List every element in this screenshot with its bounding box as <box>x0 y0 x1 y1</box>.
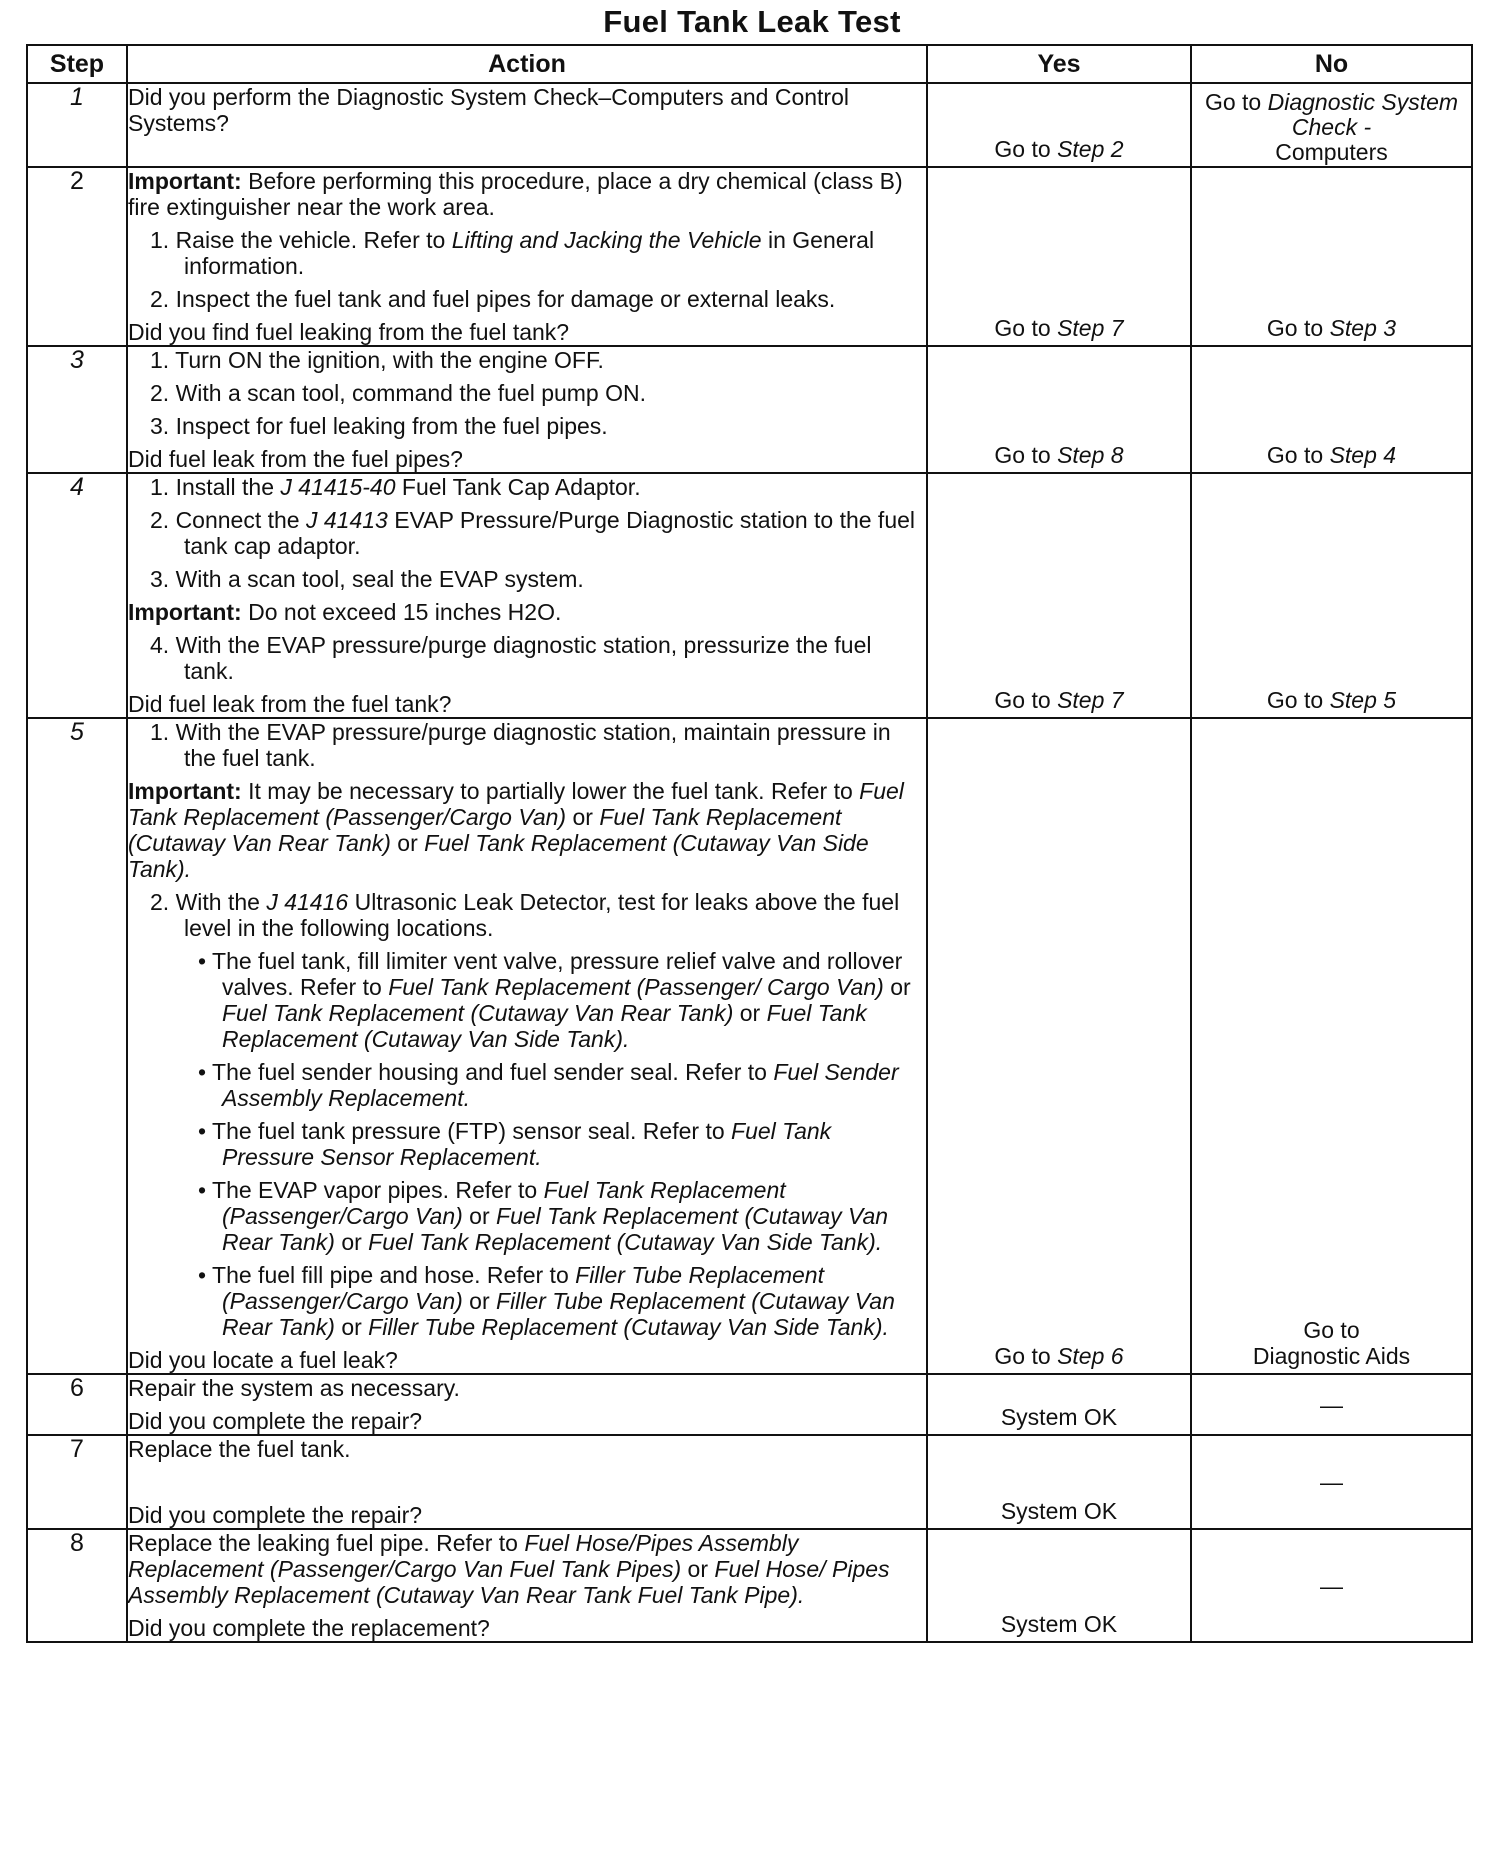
numbered-instruction: 3. With a scan tool, seal the EVAP system. <box>150 566 584 592</box>
yes-cell: Go to Step 7 <box>927 473 1191 718</box>
action-cell <box>127 718 927 1374</box>
no-cell: Go to Diagnostic Aids <box>1191 718 1472 1374</box>
yes-cell <box>927 1529 1191 1642</box>
bullet-item: • The fuel fill pipe and hose. Refer to Filler Tube Replacement (Passenger/Cargo Van) or Filler Tube Replacement (Cutaway Van Rear Tank) or Filler Tube Replacement (Cutaway Van Side Tank). <box>198 1262 895 1340</box>
action-text: Replace the fuel tank. <box>128 1436 351 1462</box>
yes-cell: Go to Step 8 <box>927 346 1191 473</box>
step-reference: Step 7 <box>1057 687 1124 713</box>
action-cell <box>127 1435 927 1529</box>
procedure-reference: Diagnostic System Check - <box>1267 89 1459 140</box>
step-number: 3 <box>27 346 127 473</box>
numbered-instruction: 1. With the EVAP pressure/purge diagnostic station, maintain pressure in the fuel tank. <box>150 719 891 771</box>
question-text: Did you complete the repair? <box>128 1408 423 1434</box>
question-text: Did fuel leak from the fuel pipes? <box>128 446 463 472</box>
yes-cell <box>927 1435 1191 1529</box>
table-row <box>27 473 1472 718</box>
important-note: Important: Before performing this procedure, place a dry chemical (class B) fire extinguisher near the work area. <box>128 168 903 220</box>
bullet-item: • The fuel tank pressure (FTP) sensor seal. Refer to Fuel Tank Pressure Sensor Replacement. <box>198 1118 832 1170</box>
result-text: System OK <box>1000 1611 1118 1637</box>
step-number: 2 <box>27 167 127 346</box>
important-note: Important: Do not exceed 15 inches H2O. <box>128 599 562 625</box>
step-number: 1 <box>27 83 127 167</box>
no-cell: Go to Diagnostic System Check - Computers <box>1191 83 1472 167</box>
yes-cell: Go to Step 7 <box>927 167 1191 346</box>
action-cell <box>127 1529 927 1642</box>
step-number: 7 <box>27 1435 127 1529</box>
action-cell <box>127 167 927 346</box>
header-action: Action <box>127 45 927 83</box>
action-cell <box>127 346 927 473</box>
numbered-instruction: 4. With the EVAP pressure/purge diagnostic station, pressurize the fuel tank. <box>150 632 872 684</box>
table-row <box>27 1374 1472 1435</box>
bullet-item: • The fuel tank, fill limiter vent valve, pressure relief valve and rollover valves. Refer to Fuel Tank Replacement (Passenger/ Cargo Van) or Fuel Tank Replacement (Cutaway Van Rear Tank) or Fuel Tank Replacement (Cutaway Van Side Tank). <box>198 948 911 1052</box>
dash-placeholder: — <box>1320 1572 1343 1599</box>
numbered-instruction: 3. Inspect for fuel leaking from the fuel pipes. <box>150 413 608 439</box>
step-number: 4 <box>27 473 127 718</box>
tool-reference: J 41415-40 <box>280 474 396 500</box>
step-reference: Step 5 <box>1329 687 1397 713</box>
step-reference: Step 3 <box>1329 315 1397 341</box>
tool-reference: J 41413 <box>306 507 388 533</box>
header-no: No <box>1191 45 1472 83</box>
header-yes: Yes <box>927 45 1191 83</box>
question-text: Did you complete the repair? <box>128 1502 423 1528</box>
action-text: Repair the system as necessary. <box>128 1375 460 1401</box>
table-row <box>27 83 1472 167</box>
action-cell <box>127 83 927 167</box>
table-row <box>27 1435 1472 1529</box>
action-cell <box>127 1374 927 1435</box>
table-row <box>27 167 1472 346</box>
numbered-instruction: 2. Inspect the fuel tank and fuel pipes for damage or external leaks. <box>150 286 836 312</box>
no-cell <box>1191 1529 1472 1642</box>
no-cell <box>1191 1435 1472 1529</box>
result-text: System OK <box>1000 1404 1118 1430</box>
yes-cell <box>927 1374 1191 1435</box>
step-number: 5 <box>27 718 127 1374</box>
question-text: Did fuel leak from the fuel tank? <box>128 691 452 717</box>
yes-cell: Go to Step 2 <box>927 83 1191 167</box>
no-cell: Go to Step 3 <box>1191 167 1472 346</box>
question-text: Did you complete the replacement? <box>128 1615 490 1641</box>
question-text: Did you perform the Diagnostic System Check–Computers and Control Systems? <box>128 84 849 136</box>
diagnostic-table <box>26 44 1473 1643</box>
bullet-item: • The EVAP vapor pipes. Refer to Fuel Tank Replacement (Passenger/Cargo Van) or Fuel Tank Replacement (Cutaway Van Rear Tank) or Fuel Tank Replacement (Cutaway Van Side Tank). <box>198 1177 889 1255</box>
important-note: Important: It may be necessary to partially lower the fuel tank. Refer to Fuel Tank Replacement (Passenger/Cargo Van) or Fuel Tank Replacement (Cutaway Van Rear Tank) or Fuel Tank Replacement (Cutaway Van Side Tank). <box>128 778 904 882</box>
question-text: Did you find fuel leaking from the fuel tank? <box>128 319 570 345</box>
action-cell <box>127 473 927 718</box>
numbered-instruction: 2. Connect the J 41413 EVAP Pressure/Purge Diagnostic station to the fuel tank cap adaptor. <box>150 507 916 559</box>
step-number: 8 <box>27 1529 127 1642</box>
action-text: Replace the leaking fuel pipe. Refer to Fuel Hose/Pipes Assembly Replacement (Passenger/Cargo Van Fuel Tank Pipes) or Fuel Hose/ Pipes Assembly Replacement (Cutaway Van Rear Tank Fuel Tank Pipe). <box>128 1530 890 1608</box>
numbered-instruction: 1. Install the J 41415-40 Fuel Tank Cap Adaptor. <box>150 474 641 500</box>
dash-placeholder: — <box>1320 1391 1343 1418</box>
bullet-item: • The fuel sender housing and fuel sender seal. Refer to Fuel Sender Assembly Replacement. <box>198 1059 899 1111</box>
numbered-instruction: 1. Turn ON the ignition, with the engine OFF. <box>150 347 604 373</box>
step-reference: Step 7 <box>1057 315 1124 341</box>
table-row <box>27 1529 1472 1642</box>
yes-cell: Go to Step 6 <box>927 718 1191 1374</box>
header-step: Step <box>27 45 127 83</box>
no-cell: Go to Step 4 <box>1191 346 1472 473</box>
step-reference: Step 2 <box>1057 136 1124 162</box>
numbered-instruction: 2. With a scan tool, command the fuel pump ON. <box>150 380 647 406</box>
result-text: System OK <box>1000 1498 1118 1524</box>
no-cell <box>1191 1374 1472 1435</box>
step-reference: Step 4 <box>1329 442 1397 468</box>
step-number: 6 <box>27 1374 127 1435</box>
step-reference: Step 8 <box>1057 442 1124 468</box>
step-reference: Step 6 <box>1057 1343 1124 1369</box>
table-header-row <box>27 45 1472 83</box>
table-row <box>27 346 1472 473</box>
question-text: Did you locate a fuel leak? <box>128 1347 398 1373</box>
dash-placeholder: — <box>1320 1469 1343 1495</box>
procedure-reference: Diagnostic Aids <box>1252 1343 1411 1369</box>
table-row <box>27 718 1472 1374</box>
document-title: Fuel Tank Leak Test <box>603 4 901 39</box>
numbered-instruction: 2. With the J 41416 Ultrasonic Leak Detector, test for leaks above the fuel level in the following locations. <box>150 889 900 941</box>
no-cell: Go to Step 5 <box>1191 473 1472 718</box>
tool-reference: J 41416 <box>266 889 349 915</box>
numbered-instruction: 1. Raise the vehicle. Refer to Lifting and Jacking the Vehicle in General information. <box>150 227 875 279</box>
